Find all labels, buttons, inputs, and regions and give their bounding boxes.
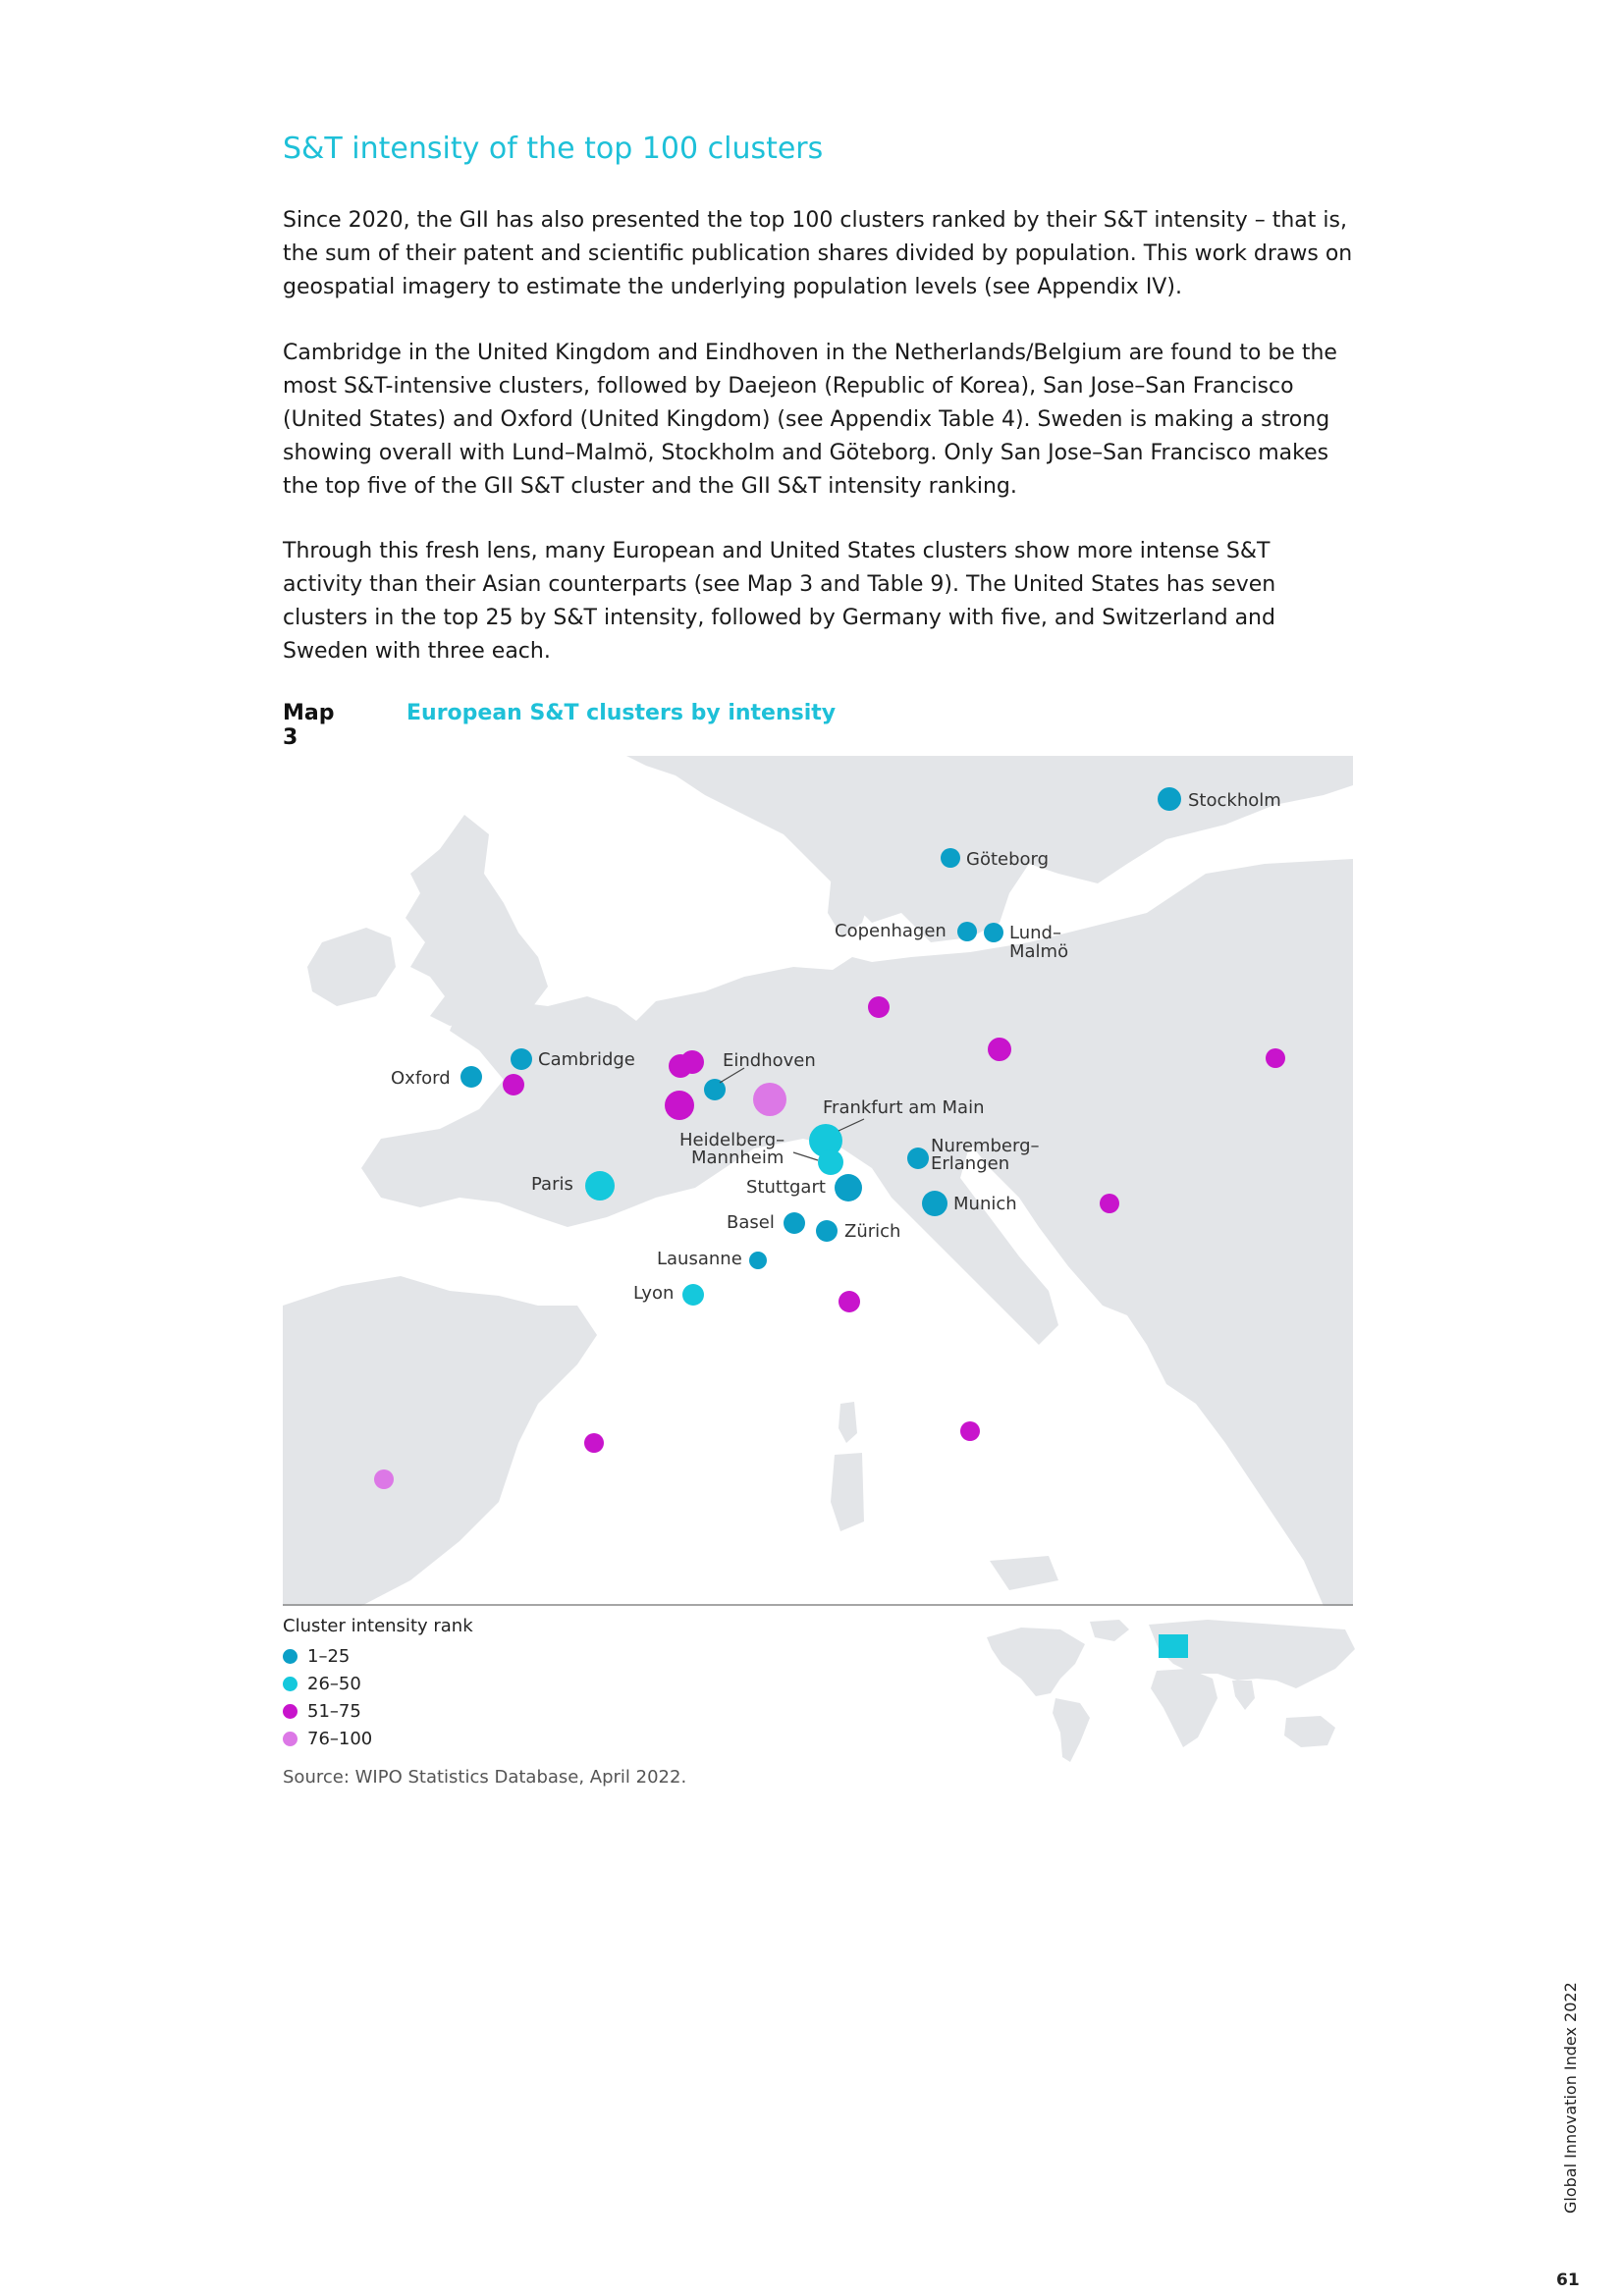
africa xyxy=(1151,1669,1217,1747)
legend-label: 76–100 xyxy=(307,1728,373,1749)
label-basel: Basel xyxy=(727,1212,775,1233)
label-heidelberg: Heidelberg– xyxy=(679,1130,785,1150)
cluster-madrid xyxy=(374,1469,394,1489)
world-inset-map xyxy=(982,1620,1355,1771)
legend-item xyxy=(283,1725,473,1752)
cluster-rome xyxy=(960,1421,980,1441)
legend-label: 51–75 xyxy=(307,1700,361,1722)
cluster-goteborg xyxy=(941,848,960,868)
paragraph: Since 2020, the GII has also presented the top 100 clusters ranked by their S&T intensity – that is, the sum of their patent and scientific publication shares divided by population. This work draws on geospatial imagery to estimate the underlying population levels (see Appendix IV). xyxy=(283,208,1353,299)
cluster-basel xyxy=(784,1212,805,1234)
cluster-berlin xyxy=(988,1038,1011,1061)
label-lyon: Lyon xyxy=(633,1283,675,1304)
cluster-paris xyxy=(585,1171,615,1201)
cluster-heidelberg xyxy=(818,1149,843,1175)
label-lausanne: Lausanne xyxy=(657,1249,742,1269)
cluster-stockholm xyxy=(1158,787,1181,811)
legend-title: Cluster intensity rank xyxy=(283,1616,473,1636)
label-stuttgart: Stuttgart xyxy=(746,1177,826,1198)
cluster-lyon xyxy=(682,1284,704,1306)
legend-item xyxy=(283,1670,473,1697)
north-america xyxy=(987,1628,1085,1696)
label-malmo: Malmö xyxy=(1009,941,1069,962)
label-munich: Munich xyxy=(953,1194,1017,1214)
legend-dot-rank-51-75 xyxy=(283,1704,298,1719)
cluster-belgium xyxy=(665,1091,694,1120)
cluster-netherlands-2 xyxy=(680,1050,704,1074)
map-svg xyxy=(283,756,1353,1606)
cluster-barcelona xyxy=(584,1433,604,1453)
label-paris: Paris xyxy=(531,1174,573,1195)
south-asia xyxy=(1232,1681,1255,1710)
label-erlangen: Erlangen xyxy=(931,1153,1010,1174)
label-lund: Lund– xyxy=(1009,923,1061,943)
cluster-rhine-ruhr xyxy=(753,1083,786,1116)
map-number: Map 3 xyxy=(283,701,335,750)
running-title: Global Innovation Index 2022 xyxy=(1561,1982,1580,2214)
label-frankfurt: Frankfurt am Main xyxy=(823,1097,985,1118)
label-zurich: Zürich xyxy=(844,1221,901,1242)
label-mannheim: Mannheim xyxy=(691,1148,784,1168)
label-nuremberg: Nuremberg– xyxy=(931,1136,1040,1156)
legend-dot-rank-76-100 xyxy=(283,1732,298,1746)
legend-dot-rank-26-50 xyxy=(283,1677,298,1691)
cluster-milan xyxy=(839,1291,860,1312)
cluster-oxford xyxy=(460,1066,482,1088)
greenland xyxy=(1090,1620,1129,1641)
page-number: 61 xyxy=(1556,2270,1580,2290)
cluster-warsaw xyxy=(1266,1048,1285,1068)
paragraph: Through this fresh lens, many European and United States clusters show more intense S&T activity than their Asian counterparts (see Map 3 and Table 9). The United States has seven clusters in the top 25 by S&T intensity, followed by Germany with five, and Switzerland and Sweden with three each. xyxy=(283,539,1276,664)
cluster-stuttgart xyxy=(835,1174,862,1201)
inset-highlight-europe xyxy=(1159,1634,1188,1658)
source-note: Source: WIPO Statistics Database, April 2022. xyxy=(283,1767,687,1788)
legend-item xyxy=(283,1697,473,1725)
world-inset-svg xyxy=(982,1620,1355,1767)
cluster-hamburg xyxy=(868,996,890,1018)
label-eindhoven: Eindhoven xyxy=(723,1050,816,1071)
legend-label: 1–25 xyxy=(307,1645,351,1667)
cluster-nuremberg xyxy=(907,1148,929,1169)
cluster-uk-purple xyxy=(503,1074,524,1095)
cluster-vienna xyxy=(1100,1194,1119,1213)
legend-item xyxy=(283,1642,473,1670)
cluster-lund-malmo xyxy=(984,923,1003,942)
map-legend xyxy=(283,1616,473,1752)
paragraph: Cambridge in the United Kingdom and Eindhoven in the Netherlands/Belgium are found to be the most S&T-intensive clusters, followed by Daejeon (Republic of Korea), San Jose–San Francisco (United States) and Oxford (United Kingdom) (see Appendix Table 4). Sweden is making a strong showing overall with Lund–Malmö, Stockholm and Göteborg. Only San Jose–San Francisco makes the top five of the GII S&T cluster and the GII S&T intensity ranking. xyxy=(283,341,1337,499)
label-stockholm: Stockholm xyxy=(1188,790,1281,811)
legend-label: 26–50 xyxy=(307,1673,361,1694)
australia xyxy=(1284,1716,1335,1747)
label-cambridge: Cambridge xyxy=(538,1049,635,1070)
south-america xyxy=(1053,1698,1090,1762)
cluster-lausanne xyxy=(749,1252,767,1269)
europe-cluster-map xyxy=(283,756,1353,1606)
legend-dot-rank-1-25 xyxy=(283,1649,298,1664)
label-goteborg: Göteborg xyxy=(966,849,1050,870)
cluster-munich xyxy=(922,1191,947,1216)
cluster-copenhagen xyxy=(957,922,977,941)
cluster-eindhoven xyxy=(704,1079,726,1100)
map-title: European S&T clusters by intensity xyxy=(406,701,837,725)
section-title: S&T intensity of the top 100 clusters xyxy=(283,132,824,166)
label-copenhagen: Copenhagen xyxy=(835,921,947,941)
label-oxford: Oxford xyxy=(391,1068,451,1089)
cluster-cambridge xyxy=(511,1048,532,1070)
cluster-zurich xyxy=(816,1220,838,1242)
